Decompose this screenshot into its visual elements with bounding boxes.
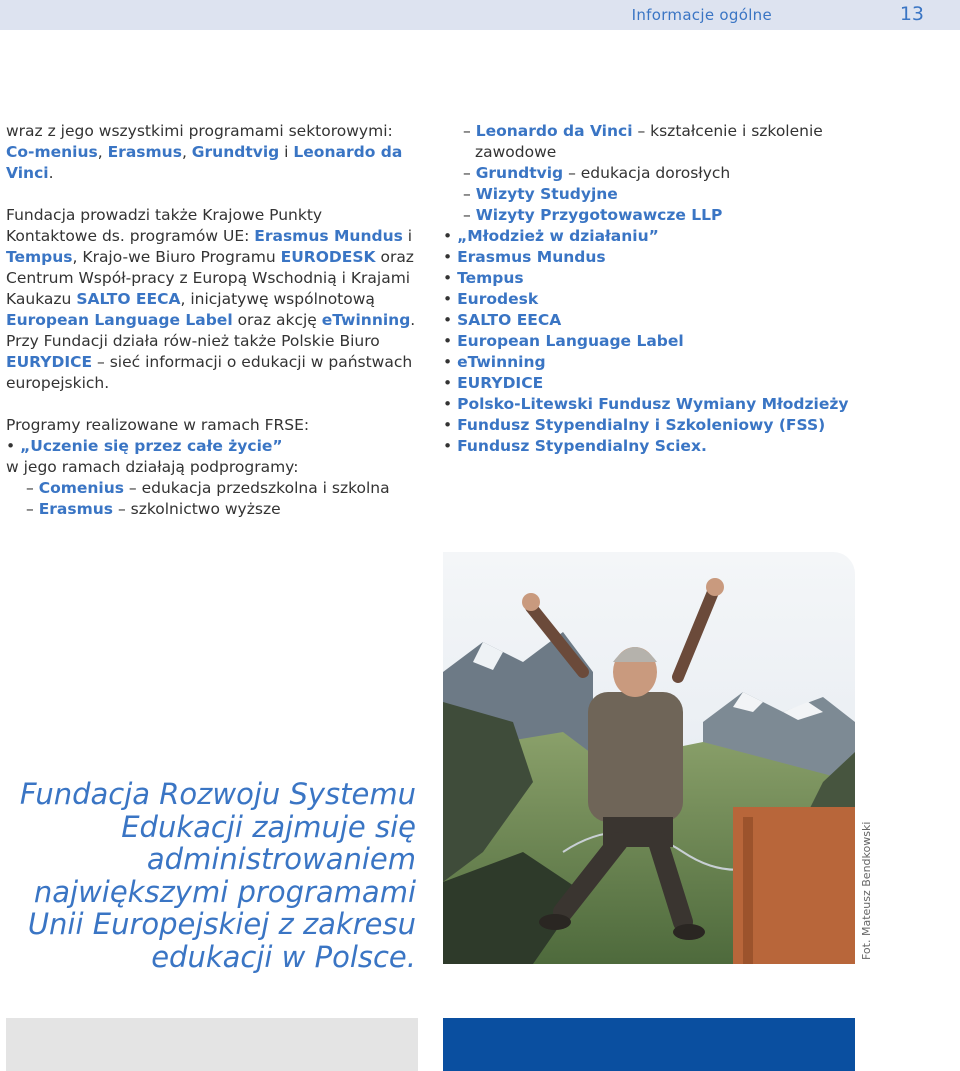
left-column bbox=[6, 121, 418, 520]
header-bar bbox=[0, 0, 960, 30]
highlighted-term: European Language Label bbox=[6, 311, 233, 329]
bullet-dot-icon: • bbox=[443, 332, 458, 350]
subprogram-name: Leonardo da Vinci bbox=[475, 122, 633, 140]
program-name: Fundusz Stypendialny Sciex. bbox=[457, 437, 707, 455]
highlighted-term: eTwinning bbox=[321, 311, 411, 329]
bullet-dot-icon: • bbox=[443, 248, 458, 266]
program-bullet-item bbox=[443, 247, 863, 268]
text-run: , bbox=[181, 143, 192, 161]
dash-icon: – bbox=[26, 500, 39, 518]
contact-points-paragraph bbox=[6, 205, 418, 394]
bullet-dot-icon: • bbox=[443, 227, 458, 245]
program-bullet-item bbox=[443, 352, 863, 373]
subprogram-name: Erasmus bbox=[38, 500, 114, 518]
subprogram-item bbox=[443, 184, 863, 205]
text-run: Fundacja prowadzi także Krajowe Punkty Kontaktowe ds. programów UE: bbox=[6, 206, 323, 245]
subprogram-desc-continued: zawodowe bbox=[475, 143, 557, 161]
highlighted-term: Grundtvig bbox=[191, 143, 280, 161]
program-bullet-item bbox=[443, 310, 863, 331]
program-name: Tempus bbox=[457, 269, 524, 287]
text-run: . Przy Fundacji działa rów-nież także Polskie Biuro bbox=[6, 311, 416, 350]
program-bullet-item bbox=[443, 226, 863, 247]
subprogram-item bbox=[26, 499, 418, 520]
program-name: EURYDICE bbox=[457, 374, 544, 392]
subprograms-intro: w jego ramach działają podprogramy: bbox=[6, 458, 299, 476]
right-column bbox=[443, 121, 863, 457]
text-run: oraz akcję bbox=[232, 311, 322, 329]
program-name: eTwinning bbox=[457, 353, 546, 371]
text-run: , inicjatywę wspólnotową bbox=[180, 290, 375, 308]
page-number: 13 bbox=[899, 3, 924, 25]
intro-paragraph bbox=[6, 121, 418, 184]
program-name: Eurodesk bbox=[457, 290, 539, 308]
programs-section bbox=[6, 415, 418, 520]
highlighted-term: Erasmus Mundus bbox=[254, 227, 403, 245]
program-bullet-item bbox=[443, 373, 863, 394]
bullet-dot-icon: • bbox=[443, 311, 458, 329]
program-name: Erasmus Mundus bbox=[457, 248, 606, 266]
bullet-dot-icon: • bbox=[443, 290, 458, 308]
dash-icon: – bbox=[26, 479, 39, 497]
text-run: – sieć informacji o edukacji w państwach europejskich. bbox=[6, 353, 413, 392]
subprogram-item bbox=[443, 205, 863, 226]
subprogram-item bbox=[443, 121, 863, 163]
program-bullet-item bbox=[443, 436, 863, 457]
photo-credit: Fot. Mateusz Bendkowski bbox=[860, 821, 873, 960]
highlighted-term: EURODESK bbox=[280, 248, 376, 266]
program-name: SALTO EECA bbox=[457, 311, 562, 329]
bottom-bar-blue bbox=[443, 1018, 855, 1071]
subprogram-name: Wizyty Przygotowawcze LLP bbox=[475, 206, 723, 224]
dash-icon: – bbox=[463, 185, 476, 203]
highlighted-term: Erasmus bbox=[107, 143, 182, 161]
bullet-dot-icon: • bbox=[6, 437, 21, 455]
main-program-bullet bbox=[6, 436, 418, 457]
highlighted-term: Tempus bbox=[6, 248, 73, 266]
subprogram-desc: – edukacja przedszkolna i szkolna bbox=[123, 479, 390, 497]
text-run: , Krajo-we Biuro Programu bbox=[72, 248, 281, 266]
subprogram-name: Grundtvig bbox=[475, 164, 564, 182]
highlighted-term: EURYDICE bbox=[6, 353, 93, 371]
subprogram-desc: – kształcenie i szkolenie bbox=[632, 122, 823, 140]
subprogram-desc: – szkolnictwo wyższe bbox=[113, 500, 281, 518]
text-run: wraz z jego wszystkimi programami sektorowymi: bbox=[6, 122, 393, 140]
program-name: Fundusz Stypendialny i Szkoleniowy (FSS) bbox=[457, 416, 826, 434]
subprogram-name: Comenius bbox=[38, 479, 124, 497]
bullet-dot-icon: • bbox=[443, 395, 458, 413]
program-bullet-item bbox=[443, 289, 863, 310]
program-bullet-item bbox=[443, 394, 863, 415]
subprogram-desc: – edukacja dorosłych bbox=[563, 164, 731, 182]
dash-icon: – bbox=[463, 164, 476, 182]
program-bullet-item bbox=[443, 268, 863, 289]
highlighted-term: SALTO EECA bbox=[76, 290, 181, 308]
subprogram-item bbox=[26, 478, 418, 499]
bullet-dot-icon: • bbox=[443, 374, 458, 392]
bullet-dot-icon: • bbox=[443, 437, 458, 455]
dash-icon: – bbox=[463, 206, 476, 224]
program-bullet-list bbox=[443, 226, 863, 457]
bullet-dot-icon: • bbox=[443, 416, 458, 434]
program-name: Polsko-Litewski Fundusz Wymiany Młodzieży bbox=[457, 395, 849, 413]
bullet-dot-icon: • bbox=[443, 353, 458, 371]
highlighted-term: Leonardo da Vinci bbox=[6, 143, 403, 182]
text-run: i bbox=[402, 227, 413, 245]
subprogram-list-continued bbox=[443, 121, 863, 226]
text-run: oraz Centrum Współ-pracy z Europą Wschodnią i Krajami Kaukazu bbox=[6, 248, 414, 308]
bullet-dot-icon: • bbox=[443, 269, 458, 287]
program-bullet-item bbox=[443, 331, 863, 352]
program-name: „Młodzież w działaniu” bbox=[457, 227, 659, 245]
program-bullet-item bbox=[443, 415, 863, 436]
bottom-bar-gray bbox=[6, 1018, 418, 1071]
pull-quote: Fundacja Rozwoju Systemu Edukacji zajmuje się administrowaniem największymi programami Unii Europejskiej z zakresu edukacji w Polsce. bbox=[19, 777, 416, 974]
text-run: , bbox=[97, 143, 108, 161]
subprogram-name: Wizyty Studyjne bbox=[475, 185, 618, 203]
programs-intro: Programy realizowane w ramach FRSE: bbox=[6, 416, 310, 434]
main-program-name: „Uczenie się przez całe życie” bbox=[20, 437, 283, 455]
section-title: Informacje ogólne bbox=[631, 6, 772, 24]
photo-jumping-man bbox=[443, 552, 855, 964]
subprogram-item bbox=[443, 163, 863, 184]
highlighted-term: Co-menius bbox=[6, 143, 98, 161]
program-name: European Language Label bbox=[457, 332, 684, 350]
subprogram-list bbox=[6, 478, 418, 520]
text-run: i bbox=[279, 143, 294, 161]
text-run: . bbox=[48, 164, 54, 182]
dash-icon: – bbox=[463, 122, 476, 140]
